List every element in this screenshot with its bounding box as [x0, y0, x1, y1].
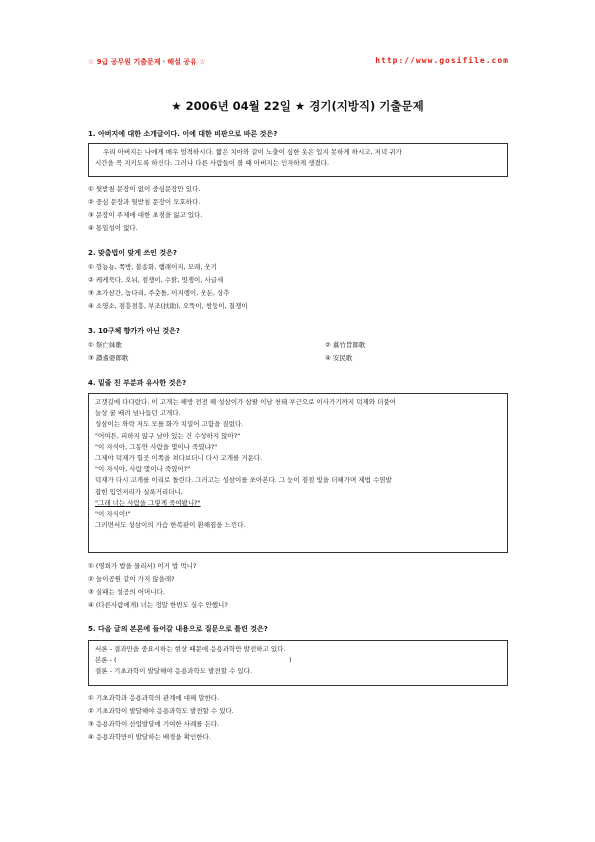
question-2: 2. 맞춤법이 맞게 쓰인 것은? — [88, 249, 177, 257]
passage-line: "이 자식이!" — [95, 510, 131, 519]
q2-option-2: ② 케케묵다, 오뉘, 점쟁이, 수탉, 멋쟁이, 사글세 — [88, 276, 224, 284]
passage-line: 그제야 덕재가 힐곳 이쪽을 쳐다보더니 다시 고개를 거둔다. — [95, 454, 263, 463]
q2-option-3: ③ 초가삼간, 놉다리, 주춧돌, 이지랭이, 웃돈, 상추 — [88, 289, 230, 297]
header-url[interactable]: http://www.gosifile.com — [375, 56, 509, 65]
q4-option-4: ④ (다른사람에게) 너는 정말 한번도 실수 안했니? — [88, 601, 228, 609]
passage-blank-open: 본론 - ( — [95, 656, 117, 665]
passage-line: "이 자식아, 사람 몇이나 죽였어?" — [95, 465, 191, 474]
q1-option-2: ② 중심 문장과 뒷받침 문장이 모호하다. — [88, 198, 201, 206]
passage-line: 시간을 꼭 지키도록 하신다. 그러나 다른 사람들이 볼 때 아버지는 인자하게 생겼다. — [95, 159, 330, 168]
q4-option-3: ③ 실패는 성공의 어머니다. — [88, 588, 165, 596]
passage-line: 성삼이는 와락 저도 모를 화가 치밀어 고함을 질렀다. — [95, 420, 244, 429]
passage-blank-close: ) — [289, 656, 292, 665]
question-4-passage — [88, 393, 508, 553]
q1-option-3: ③ 문장이 주제에 대한 초점을 잃고 있다. — [88, 211, 203, 219]
passage-line: 서론 - 결과만을 중요시하는 현상 때문에 응용과학만 발전하고 있다. — [95, 645, 286, 653]
passage-line: 고갯길에 다다랐다. 이 고개는 해방 전전 해 성삼이가 삼팔 이남 천태 부근으로 이사가기까지 덕재와 더불어 — [95, 398, 396, 406]
question-4: 4. 밑줄 친 부분과 유사한 것은? — [88, 379, 187, 387]
q3-option-3: ③ 讚耆婆郞歌 — [88, 354, 129, 362]
q5-option-4: ④ 응용과학만이 발달하는 배경을 확인한다. — [88, 733, 211, 741]
q5-option-2: ② 기초과학이 발달해야 응용과학도 발전할 수 있다. — [88, 707, 234, 715]
passage-line: "어여튼, 피하지 않구 남아 있는 건 수상하지 않아?" — [95, 431, 241, 440]
passage-line: 그러면서도 성삼이의 가슴 한복판이 환해짐을 느낀다. — [95, 521, 246, 530]
q1-option-1: ① 뒷받침 문장이 없이 중심문장만 있다. — [88, 185, 201, 193]
q1-option-4: ④ 통일성이 없다. — [88, 224, 138, 232]
q3-option-2: ② 慕竹旨郞歌 — [325, 341, 366, 349]
q4-option-1: ① (영희가 밥을 물리서) 이거 밥 먹니? — [88, 562, 197, 570]
q3-option-1: ① 祭亡妹歌 — [88, 341, 122, 349]
passage-line: 결론 - 기초과학이 발달해야 응용과학도 발전할 수 있다. — [95, 667, 253, 676]
question-5-passage — [88, 640, 508, 686]
question-5: 5. 다음 글의 본론에 들어갈 내용으로 질문으로 틀린 것은? — [88, 625, 268, 633]
passage-line: 늘상 꿀 배려 넘나들던 고개다. — [95, 409, 181, 418]
q2-option-1: ① 깡뇽뇽, 쪽방, 불송화, 햄래이지, 모래, 웃기 — [88, 263, 218, 271]
passage-line: 잡힌 입언저리가 실룩거리더니, — [95, 487, 183, 496]
q5-option-3: ③ 응용과학이 산업발달에 기여한 사례를 든다. — [88, 720, 220, 728]
page-title: ★ 2006년 04월 22일 ★ 경기(지방직) 기출문제 — [171, 99, 424, 113]
question-3: 3. 10구체 향가가 아닌 것은? — [88, 327, 180, 335]
q5-option-1: ① 기초과학과 응용과학의 관계에 대해 말한다. — [88, 694, 220, 702]
question-1-passage — [88, 143, 508, 177]
q3-option-4: ④ 安民歌 — [325, 354, 353, 362]
passage-line — [95, 655, 501, 666]
q2-option-4: ④ 소영소, 점흥점흥, 부조(扶助), 오뚝이, 쌍둥이, 칠쟁이 — [88, 302, 248, 310]
passage-line: 우리 아버지는 나에게 매우 엄격하시다. 짧은 치마와 같이 노출이 심한 옷은 입지 못하게 하시고, 저녁 귀가 — [103, 148, 402, 156]
passage-line: 덕재가 다시 고개를 이리로 돌린다. 그러고는 성삼이를 쏘아본다. 그 눈이 점점 빛을 더해가며 제법 수염발 — [95, 476, 392, 485]
header-left: ☆ 9급 공무원 기출문제ㆍ해설 공유 ☆ — [88, 58, 206, 66]
underlined-passage-line: "그래 너는 사람을 그렇게 죽여봤니?" — [95, 498, 201, 507]
passage-line: "이 자식아, 그동안 사람을 몇이나 죽였냐?" — [95, 442, 218, 451]
q4-option-2: ② 놀이공원 같이 가지 않을래? — [88, 575, 175, 583]
question-1: 1. 아버지에 대한 소개글이다. 이에 대한 비판으로 바른 것은? — [88, 130, 278, 138]
